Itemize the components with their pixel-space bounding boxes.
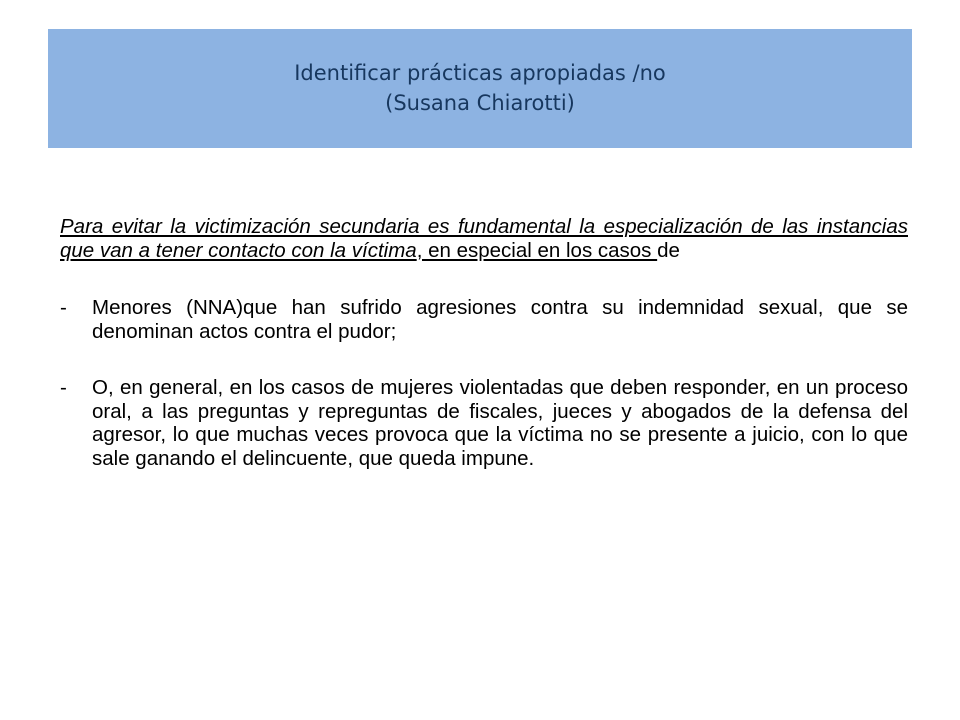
slide-body <box>60 215 908 504</box>
intro-paragraph <box>60 215 908 262</box>
intro-italic-underlined: Para evitar la victimización secundaria es fundamental la especialización de las instancias que van a tener contacto con la víctima <box>60 215 908 262</box>
intro-underlined: , en especial en los casos <box>416 238 658 262</box>
bullet-marker: - <box>60 376 67 400</box>
title-banner <box>48 29 912 148</box>
bullet-text: Menores (NNA)que han sufrido agresiones contra su indemnidad sexual, que se denominan actos contra el pudor; <box>92 296 908 343</box>
slide-title-line-1: Identificar prácticas apropiadas /no <box>294 61 666 86</box>
bullet-marker: - <box>60 296 67 320</box>
intro-plain: de <box>657 238 680 262</box>
bullet-item <box>60 296 908 343</box>
bullet-item <box>60 376 908 470</box>
bullet-text: O, en general, en los casos de mujeres violentadas que deben responder, en un proceso oral, a las preguntas y repreguntas de fiscales, jueces y abogados de la defensa del agresor, lo que muchas veces provoca que la víctima no se presente a juicio, con lo que sale ganando el delincuente, que queda impune. <box>92 376 908 470</box>
slide-title-line-2: (Susana Chiarotti) <box>385 90 575 115</box>
